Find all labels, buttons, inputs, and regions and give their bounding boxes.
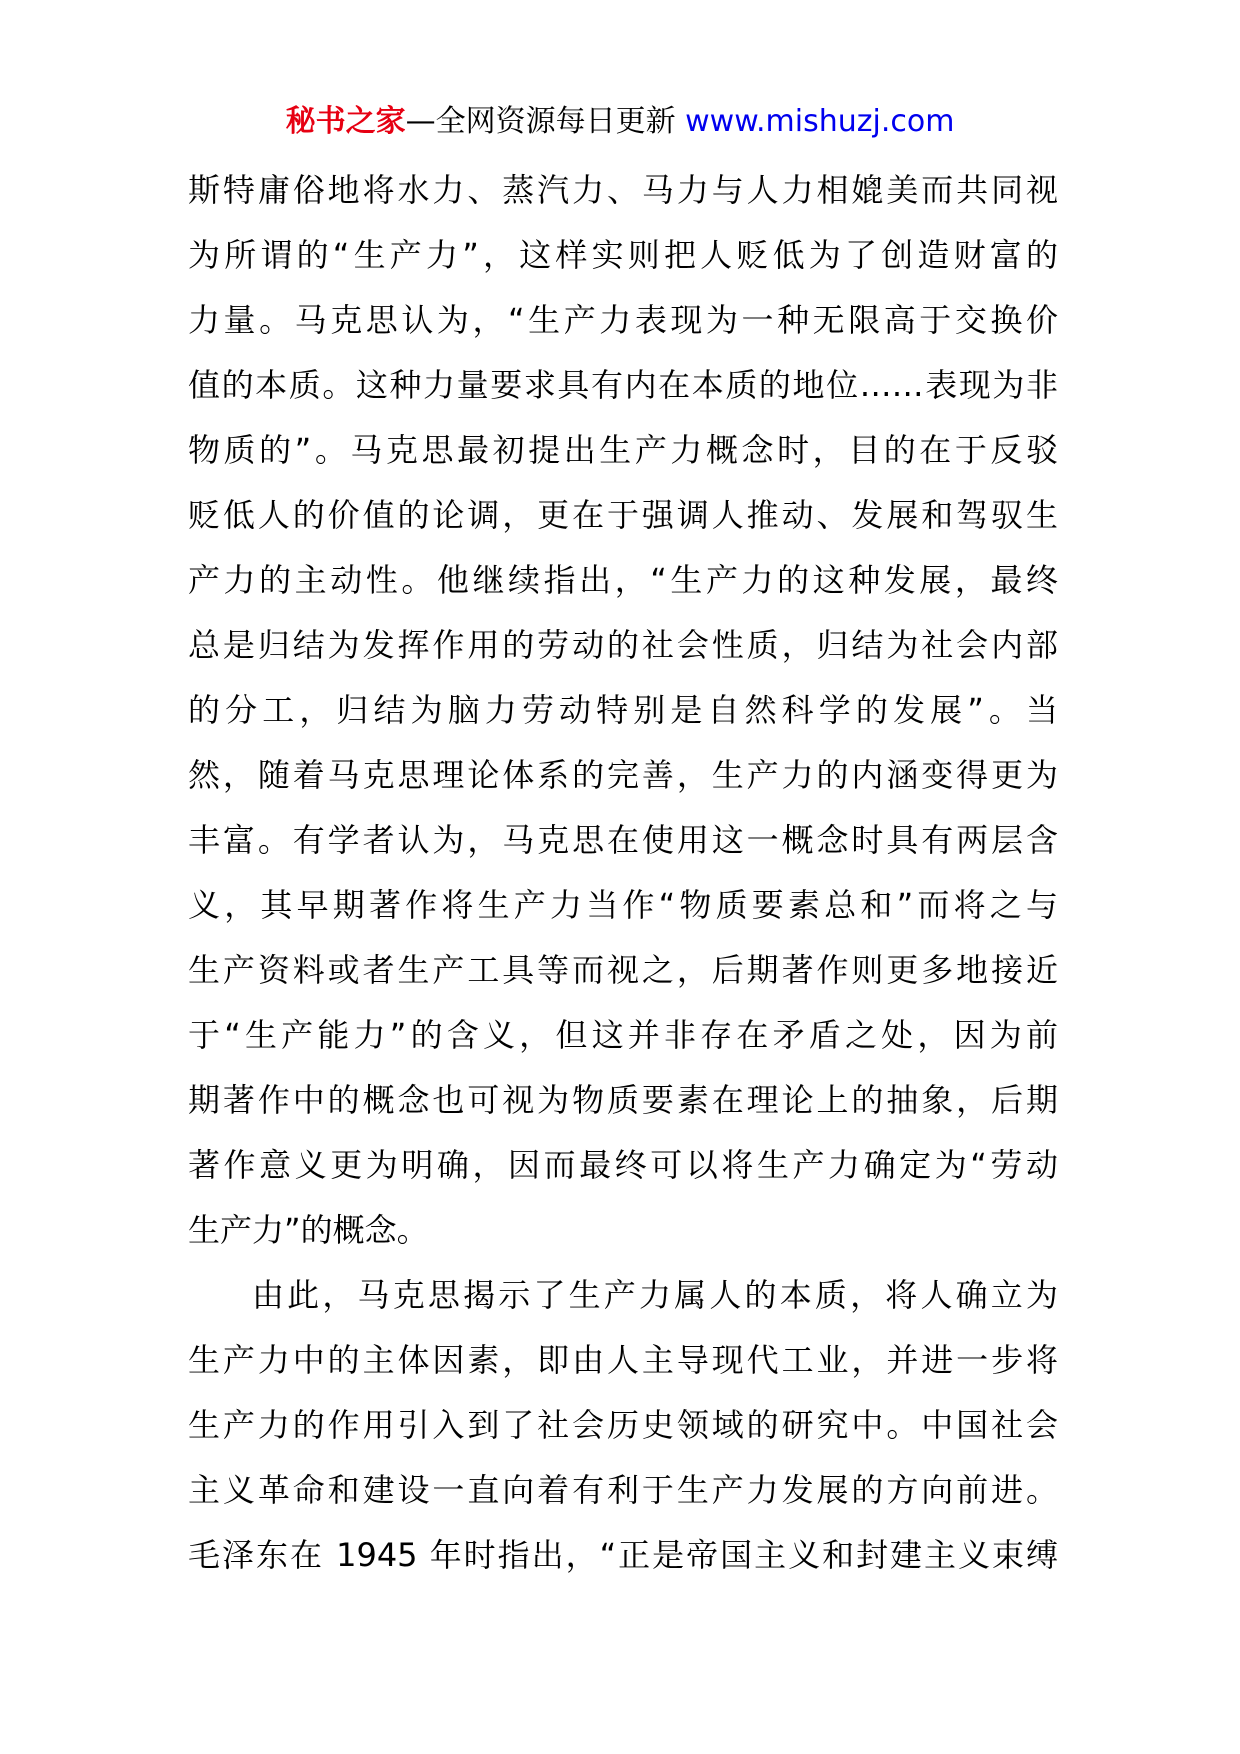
brand-name: 秘书之家 — [285, 104, 406, 139]
text-line: 生产力中的主体因素，即由人主导现代工业，并进一步将 — [188, 1341, 1058, 1379]
text-line: 生产力的作用引入到了社会历史领域的研究中。中国社会 — [188, 1406, 1058, 1444]
text-line: 毛泽东在 1945 年时指出，“正是帝国主义和封建主义束缚 — [188, 1536, 1058, 1574]
text-line: 贬低人的价值的论调，更在于强调人推动、发展和驾驭生 — [188, 496, 1058, 534]
text-line: 著作意义更为明确，因而最终可以将生产力确定为“劳动 — [188, 1146, 1058, 1184]
text-line: 义，其早期著作将生产力当作“物质要素总和”而将之与 — [188, 886, 1058, 924]
text-line: 于“生产能力”的含义，但这并非存在矛盾之处，因为前 — [188, 1016, 1058, 1054]
site-header — [0, 100, 1240, 144]
text-line: 的分工，归结为脑力劳动特别是自然科学的发展”。当 — [188, 691, 1058, 729]
text-line: 然，随着马克思理论体系的完善，生产力的内涵变得更为 — [188, 756, 1058, 794]
paragraph-2 — [188, 1263, 1058, 1588]
text-line: 斯特庸俗地将水力、蒸汽力、马力与人力相媲美而共同视 — [188, 171, 1058, 209]
text-line: 生产资料或者生产工具等而视之，后期著作则更多地接近 — [188, 951, 1058, 989]
text-line: 产力的主动性。他继续指出，“生产力的这种发展，最终 — [188, 561, 1058, 599]
document-body — [188, 158, 1058, 1588]
text-line: 力量。马克思认为，“生产力表现为一种无限高于交换价 — [188, 301, 1058, 339]
site-url-link[interactable]: www.mishuzj.com — [685, 104, 955, 139]
text-line: 丰富。有学者认为，马克思在使用这一概念时具有两层含 — [188, 821, 1058, 859]
text-line: 生产力”的概念。 — [188, 1211, 429, 1249]
text-line: 为所谓的“生产力”，这样实则把人贬低为了创造财富的 — [188, 236, 1058, 274]
site-tagline: —全网资源每日更新 — [405, 104, 676, 139]
text-line: 期著作中的概念也可视为物质要素在理论上的抽象，后期 — [188, 1081, 1058, 1119]
text-line: 总是归结为发挥作用的劳动的社会性质，归结为社会内部 — [188, 626, 1058, 664]
text-line: 主义革命和建设一直向着有利于生产力发展的方向前进。 — [188, 1471, 1058, 1509]
text-line: 物质的”。马克思最初提出生产力概念时，目的在于反驳 — [188, 431, 1058, 469]
paragraph-1 — [188, 158, 1058, 1263]
text-line: 由此，马克思揭示了生产力属人的本质，将人确立为 — [252, 1276, 1058, 1314]
text-line: 值的本质。这种力量要求具有内在本质的地位……表现为非 — [188, 366, 1058, 404]
